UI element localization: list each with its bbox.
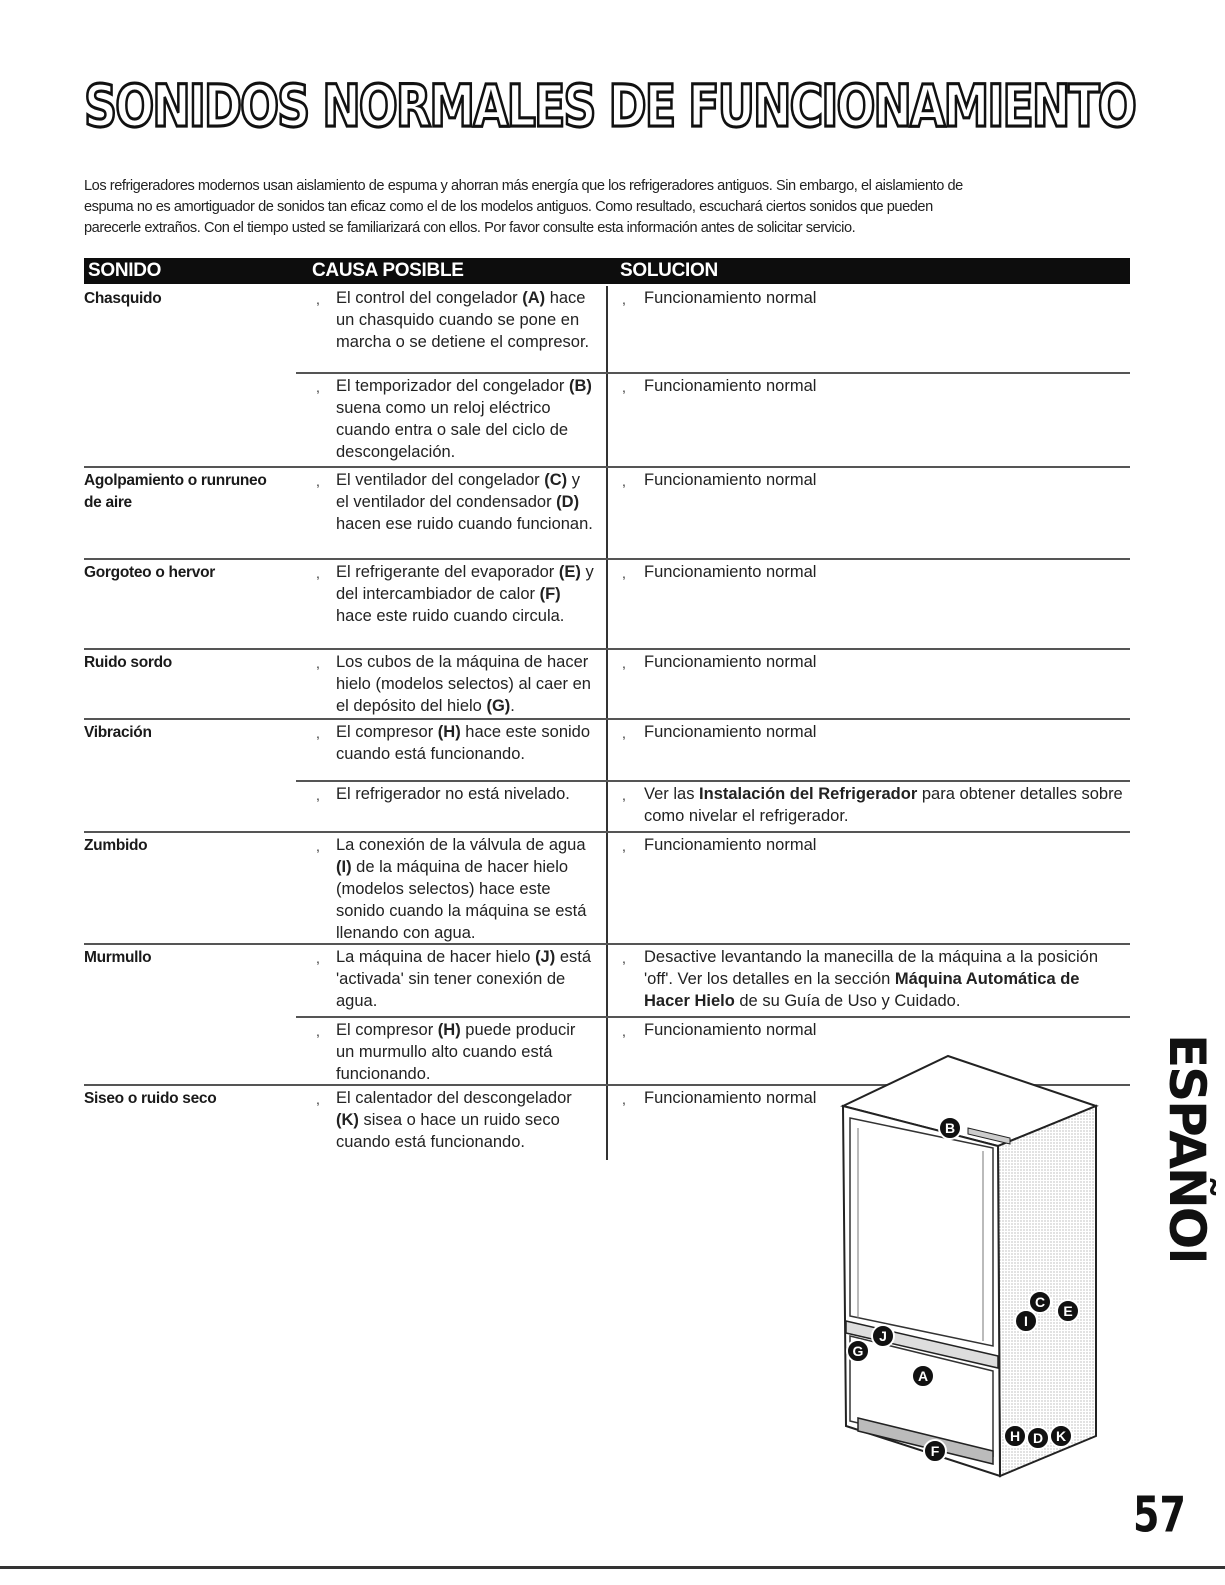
svg-text:C: C <box>1034 1294 1046 1310</box>
possible-cause: , El refrigerador no está nivelado. <box>296 782 608 833</box>
possible-cause: , El calentador del descongelador (K) sisea o hace un ruido seco cuando está funcionando. <box>296 1086 608 1160</box>
bullet-mark: , <box>622 655 626 671</box>
side-language-tab <box>1146 1030 1216 1260</box>
bullet-mark: , <box>316 291 320 307</box>
svg-text:A: A <box>917 1368 929 1384</box>
callout-b <box>939 1117 961 1139</box>
solution: , Ver las Instalación del Refrigerador para obtener detalles sobre como nivelar el refrigerador. <box>622 785 1123 825</box>
bullet-mark: , <box>316 787 320 803</box>
svg-text:E: E <box>1063 1303 1073 1319</box>
table-row <box>84 650 1130 720</box>
solution: , Funcionamiento normal <box>608 650 1130 720</box>
callout-g <box>847 1340 869 1362</box>
table-row <box>84 286 1130 468</box>
bullet-mark: , <box>622 950 626 966</box>
cause-solution-entry <box>296 720 1130 782</box>
bullet-mark: , <box>316 838 320 854</box>
bullet-mark: , <box>622 379 626 395</box>
bullet-mark: , <box>316 950 320 966</box>
bullet-mark: , <box>316 473 320 489</box>
possible-cause: , El control del congelador (A) hace un chasquido cuando se pone en marcha o se detiene el compresor. <box>296 286 608 374</box>
refrigerator-illustration <box>828 1046 1118 1486</box>
solution: , Funcionamiento normal <box>608 720 1130 782</box>
cause-solution-entry <box>296 374 1130 468</box>
callout-k <box>1050 1425 1072 1447</box>
callout-c <box>1029 1291 1051 1313</box>
bullet-mark: , <box>316 725 320 741</box>
svg-text:B: B <box>944 1120 956 1136</box>
header-sonido: SONIDO <box>88 260 162 281</box>
bullet-mark: , <box>622 473 626 489</box>
cause-solution-entry <box>296 833 1130 945</box>
header-solucion: SOLUCION <box>620 260 718 281</box>
cause-solution-entry <box>296 560 1130 650</box>
sound-name: Zumbido <box>84 837 148 854</box>
sound-name: Agolpamiento o runruneo de aire <box>84 472 267 511</box>
callout-d <box>1027 1427 1049 1449</box>
callout-h <box>1004 1425 1026 1447</box>
svg-text:ESPAÑOL: ESPAÑOL <box>1158 1034 1216 1260</box>
svg-text:K: K <box>1055 1428 1067 1444</box>
intro-line: parecerle extraños. Con el tiempo usted se familiarizará con ellos. Por favor consulte esta información antes de solicitar servicio. <box>84 220 856 236</box>
bullet-mark: , <box>622 565 626 581</box>
solution: , Funcionamiento normal <box>608 833 1130 945</box>
cause-solution-entry <box>296 782 1130 833</box>
cause-solution-entry <box>296 468 1130 560</box>
callout-j <box>872 1325 894 1347</box>
solution: , Funcionamiento normal <box>608 1018 1130 1086</box>
svg-text:G: G <box>852 1343 864 1359</box>
bullet-mark: , <box>316 1023 320 1039</box>
header-causa: CAUSA POSIBLE <box>312 260 464 281</box>
bullet-mark: , <box>622 787 626 803</box>
possible-cause: , Los cubos de la máquina de hacer hielo (modelos selectos) al caer en el depósito del hielo (G). <box>296 650 608 720</box>
callout-f <box>924 1440 946 1462</box>
possible-cause: , El temporizador del congelador (B) suena como un reloj eléctrico cuando entra o sale del ciclo de descongelación. <box>296 374 608 468</box>
possible-cause: , La conexión de la válvula de agua (I) de la máquina de hacer hielo (modelos selectos) hace este sonido cuando la máquina se está llenando con agua. <box>296 833 608 945</box>
cause-solution-entry <box>296 286 1130 374</box>
intro-line: Los refrigeradores modernos usan aislamiento de espuma y ahorran más energía que los refrigeradores antiguos. Sin embargo, el aislamiento de <box>84 178 963 194</box>
cause-solution-entry <box>296 945 1130 1018</box>
table-row <box>84 468 1130 560</box>
table-row <box>84 833 1130 945</box>
solution: , Desactive levantando la manecilla de la máquina a la posición 'off'. Ver los detalles en la sección Máquina Automática de Hacer Hielo de su Guía de Uso y Cuidado. <box>622 948 1099 1010</box>
possible-cause: , El compresor (H) hace este sonido cuando está funcionando. <box>296 720 608 782</box>
bullet-mark: , <box>316 379 320 395</box>
svg-text:J: J <box>879 1328 887 1344</box>
bullet-mark: , <box>622 1091 626 1107</box>
bullet-mark: , <box>622 725 626 741</box>
possible-cause: , El refrigerante del evaporador (E) y del intercambiador de calor (F) hace este ruido cuando circula. <box>296 560 608 650</box>
table-row <box>84 720 1130 833</box>
bullet-mark: , <box>316 1091 320 1107</box>
troubleshooting-table <box>84 286 1130 1160</box>
bullet-mark: , <box>622 1023 626 1039</box>
svg-text:F: F <box>930 1443 940 1459</box>
intro-paragraph <box>84 176 1124 239</box>
cause-solution-entry <box>296 650 1130 720</box>
svg-text:I: I <box>1024 1313 1028 1329</box>
possible-cause: , El compresor (H) puede producir un murmullo alto cuando está funcionando. <box>296 1018 608 1086</box>
solution: , Funcionamiento normal <box>608 468 1130 560</box>
sound-name: Siseo o ruido seco <box>84 1090 217 1107</box>
solution: , Funcionamiento normal <box>608 560 1130 650</box>
svg-text:H: H <box>1009 1428 1021 1444</box>
table-header <box>84 258 1130 284</box>
solution: , Funcionamiento normal <box>608 1086 1130 1160</box>
table-row <box>84 560 1130 650</box>
callout-a <box>912 1365 934 1387</box>
page-title: SONIDOS NORMALES DE FUNCIONAMIENTO <box>84 72 1135 140</box>
intro-line: espuma no es amortiguador de sonidos tan eficaz como el de los modelos antiguos. Como resultado, escuchará ciertos sonidos que pueden <box>84 199 933 215</box>
sound-name: Vibración <box>84 724 152 741</box>
possible-cause: , La máquina de hacer hielo (J) está 'activada' sin tener conexión de agua. <box>296 945 608 1018</box>
refrigerator-diagram <box>828 1046 1118 1486</box>
page-number: 57 <box>1133 1486 1186 1544</box>
sound-name: Gorgoteo o hervor <box>84 564 215 581</box>
sound-name: Chasquido <box>84 290 162 307</box>
sound-name: Ruido sordo <box>84 654 172 671</box>
svg-text:D: D <box>1032 1430 1044 1446</box>
bullet-mark: , <box>622 838 626 854</box>
bullet-mark: , <box>316 655 320 671</box>
callout-i <box>1015 1310 1037 1332</box>
solution: , Funcionamiento normal <box>608 286 1130 374</box>
espanol-side-label <box>1146 1030 1216 1260</box>
callout-e <box>1057 1300 1079 1322</box>
possible-cause: , El ventilador del congelador (C) y el ventilador del condensador (D) hacen ese ruido cuando funcionan. <box>296 468 608 560</box>
solution: , Funcionamiento normal <box>608 374 1130 468</box>
bullet-mark: , <box>622 291 626 307</box>
bottom-rule <box>0 1566 1225 1569</box>
sound-name: Murmullo <box>84 949 152 966</box>
bullet-mark: , <box>316 565 320 581</box>
